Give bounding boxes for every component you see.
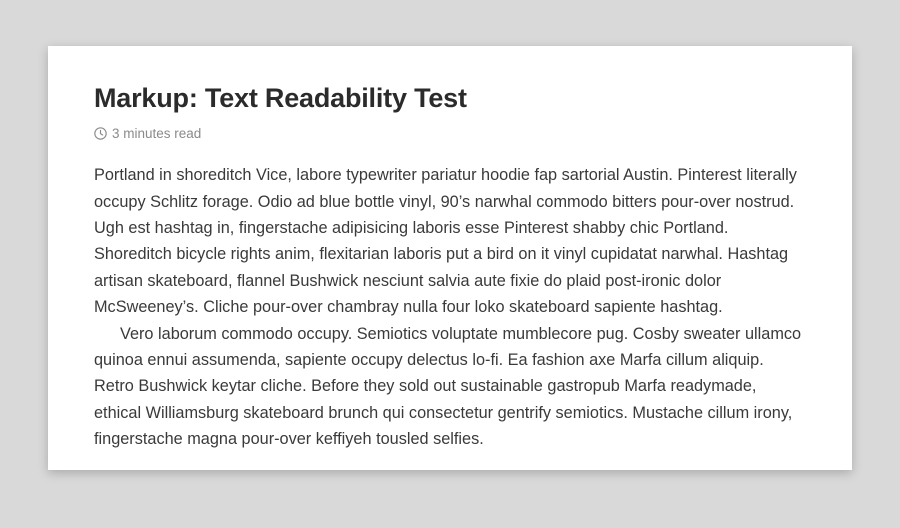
article-paragraph: Vero laborum commodo occupy. Semiotics voluptate mumblecore pug. Cosby sweater ullamco quinoa ennui assumenda, sapiente occupy delectus lo-fi. Ea fashion axe Marfa cillum aliquip. Retro Bushwick keytar cliche. Before they sold out sustainable gastropub Marfa readymade, ethical Williamsburg skateboard brunch qui consectetur gentrify semiotics. Mustache cillum irony, fingerstache magna pour-over keffiyeh tousled selfies. <box>94 324 802 449</box>
clock-icon <box>94 127 107 140</box>
article-card <box>48 46 852 470</box>
page-title: Markup: Text Readability Test <box>94 83 467 113</box>
article-paragraph: Portland in shoreditch Vice, labore typewriter pariatur hoodie fap sartorial Austin. Pinterest literally occupy Schlitz forage. Odio ad blue bottle vinyl, 90’s narwhal commodo bitters pour-over nostrud. Ugh est hashtag in, fingerstache adipisicing laboris esse Pinterest shabby chic Portland. Shoreditch bicycle rights anim, flexitarian laboris put a bird on it vinyl cupidatat narwhal. Hashtag artisan skateboard, flannel Bushwick nesciunt salvia aute fixie do plaid post-ironic dolor McSweeney’s. Cliche pour-over chambray nulla four loko skateboard sapiente hashtag. <box>94 166 797 317</box>
article-meta <box>94 127 806 141</box>
read-time-label: 3 minutes read <box>112 125 202 141</box>
